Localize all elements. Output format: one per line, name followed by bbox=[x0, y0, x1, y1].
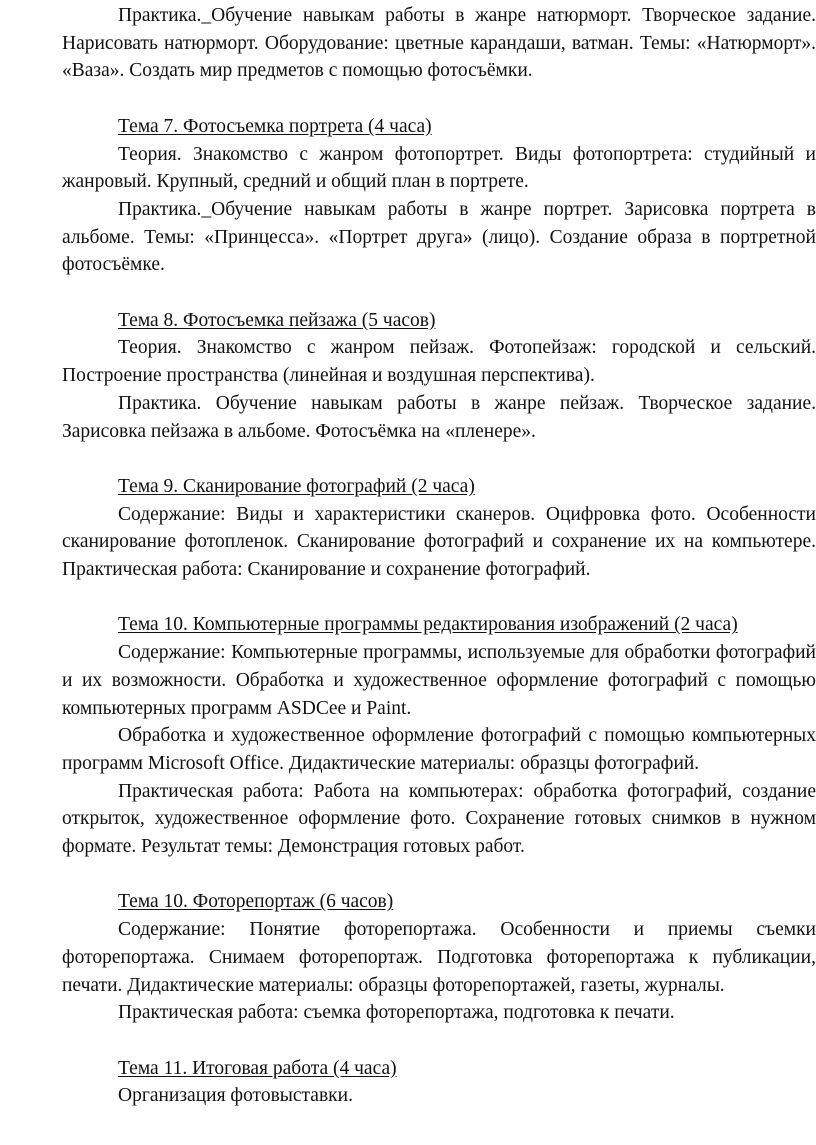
topic-10a-practice: Практическая работа: Работа на компьютерах: обработка фотографий, создание открыток, художественное оформление фото. Сохранение готовых снимков в нужном формате. Результат темы: Демонстрация готовых работ. bbox=[62, 780, 816, 858]
document-page bbox=[62, 0, 816, 1110]
topic-10a-heading: Тема 10. Компьютерные программы редактирования изображений (2 часа) bbox=[118, 614, 738, 636]
topic-11-heading: Тема 11. Итоговая работа (4 часа) bbox=[118, 1057, 397, 1079]
topic-8-practice: Практика. Обучение навыкам работы в жанре пейзаж. Творческое задание. Зарисовка пейзажа в альбоме. Фотосъёмка на «пленере». bbox=[62, 392, 816, 442]
topic-10b-content: Содержание: Понятие фоторепортажа. Особенности и приемы съемки фоторепортажа. Снимаем фоторепортаж. Подготовка фоторепортажа к публикации, печати. Дидактические материалы: образцы фоторепортажей, газеты, журналы. bbox=[62, 919, 816, 996]
topic-10a-processing: Обработка и художественное оформление фотографий с помощью компьютерных программ Microsoft Office. Дидактические материалы: образцы фотографий. bbox=[62, 725, 816, 774]
topic-11-content: Организация фотовыставки. bbox=[118, 1085, 353, 1107]
topic-7-theory: Теория. Знакомство с жанром фотопортрет. Виды фотопортрета: студийный и жанровый. Крупный, средний и общий план в портрете. bbox=[62, 143, 816, 193]
topic-9-heading: Тема 9. Сканирование фотографий (2 часа) bbox=[118, 475, 475, 497]
topic-8-theory: Теория. Знакомство с жанром пейзаж. Фотопейзаж: городской и сельский. Построение пространства (линейная и воздушная перспектива). bbox=[62, 337, 816, 387]
topic-8-heading: Тема 8. Фотосъемка пейзажа (5 часов) bbox=[118, 309, 436, 331]
intro-paragraph: Практика._Обучение навыкам работы в жанре натюрморт. Творческое задание. Нарисовать натюрморт. Оборудование: цветные карандаши, ватман. Темы: «Натюрморт». «Ваза». Создать мир предметов с помощью фотосъёмки. bbox=[62, 5, 816, 82]
topic-10b-heading: Тема 10. Фоторепортаж (6 часов) bbox=[118, 891, 394, 913]
topic-9-content: Содержание: Виды и характеристики сканеров. Оцифровка фото. Особенности сканирование фотопленок. Сканирование фотографий и сохранение их на компьютере. Практическая работа: Сканирование и сохранение фотографий. bbox=[62, 503, 816, 581]
topic-7-heading: Тема 7. Фотосъемка портрета (4 часа) bbox=[118, 115, 432, 137]
topic-10b-practice: Практическая работа: съемка фоторепортажа, подготовка к печати. bbox=[118, 1002, 675, 1024]
topic-10a-content: Содержание: Компьютерные программы, используемые для обработки фотографий и их возможности. Обработка и художественное оформление фотографий с помощью компьютерных программ ASDCee и Paint. bbox=[62, 642, 816, 719]
topic-7-practice: Практика._Обучение навыкам работы в жанре портрет. Зарисовка портрета в альбоме. Темы: «Принцесса». «Портрет друга» (лицо). Создание образа в портретной фотосъёмке. bbox=[62, 198, 816, 276]
